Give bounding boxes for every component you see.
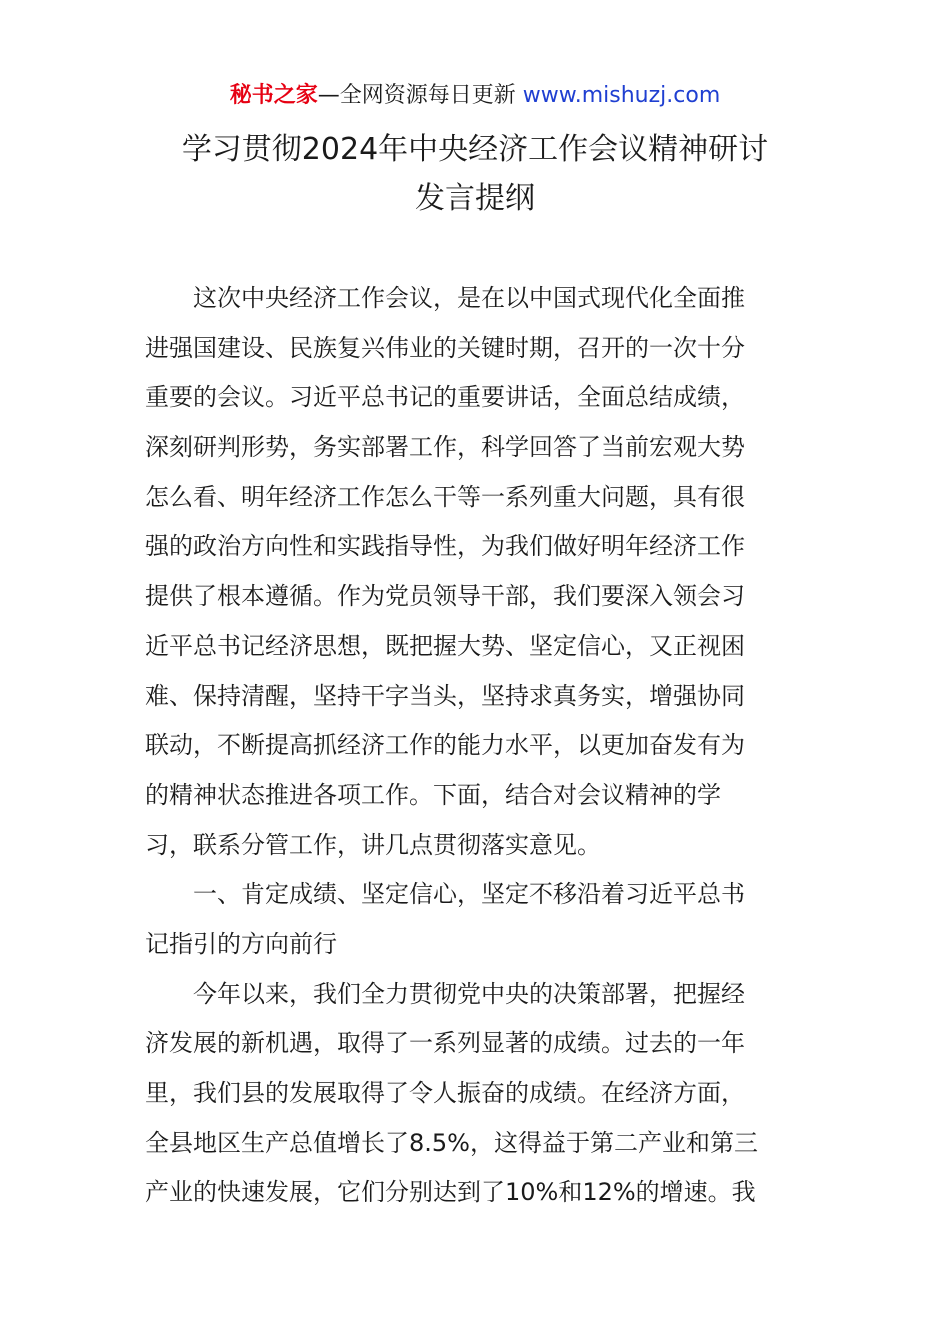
body-line: 难、保持清醒，坚持干字当头，坚持求真务实，增强协同 xyxy=(145,681,745,710)
document-title xyxy=(0,125,950,223)
site-name: 秘书之家 xyxy=(229,83,318,108)
body-line: 济发展的新机遇，取得了一系列显著的成绩。过去的一年 xyxy=(145,1029,745,1058)
site-url-link[interactable]: www.mishuzj.com xyxy=(522,83,721,108)
document-body xyxy=(145,274,810,1218)
body-line: 习，联系分管工作，讲几点贯彻落实意见。 xyxy=(145,830,601,859)
body-line: 里，我们县的发展取得了令人振奋的成绩。在经济方面， xyxy=(145,1079,745,1107)
body-line: 进强国建设、民族复兴伟业的关键时期，召开的一次十分 xyxy=(145,333,745,362)
body-line: 今年以来，我们全力贯彻党中央的决策部署，把握经 xyxy=(193,979,745,1008)
body-line: 近平总书记经济思想，既把握大势、坚定信心，又正视困 xyxy=(145,631,745,660)
site-header xyxy=(0,80,950,112)
section-heading-line: 一、肯定成绩、坚定信心，坚定不移沿着习近平总书 xyxy=(193,880,745,909)
body-line: 重要的会议。习近平总书记的重要讲话，全面总结成绩， xyxy=(145,383,745,412)
title-line-2: 发言提纲 xyxy=(415,181,535,216)
title-line-1: 学习贯彻2024年中央经济工作会议精神研讨 xyxy=(181,132,769,167)
site-tagline: —全网资源每日更新 xyxy=(317,83,523,108)
body-line: 强的政治方向性和实践指导性，为我们做好明年经济工作 xyxy=(145,532,745,561)
body-line: 怎么看、明年经济工作怎么干等一系列重大问题，具有很 xyxy=(145,482,745,511)
body-line: 提供了根本遵循。作为党员领导干部，我们要深入领会习 xyxy=(145,582,745,611)
section-heading-line: 记指引的方向前行 xyxy=(145,929,337,958)
body-line: 全县地区生产总值增长了8.5%，这得益于第二产业和第三 xyxy=(145,1128,758,1157)
body-line: 深刻研判形势，务实部署工作，科学回答了当前宏观大势 xyxy=(145,433,745,462)
body-line: 的精神状态推进各项工作。下面，结合对会议精神的学 xyxy=(145,780,721,809)
body-line: 联动，不断提高抓经济工作的能力水平，以更加奋发有为 xyxy=(145,731,745,760)
body-line: 产业的快速发展，它们分别达到了10%和12%的增速。我 xyxy=(145,1178,756,1207)
body-line: 这次中央经济工作会议，是在以中国式现代化全面推 xyxy=(193,284,745,312)
